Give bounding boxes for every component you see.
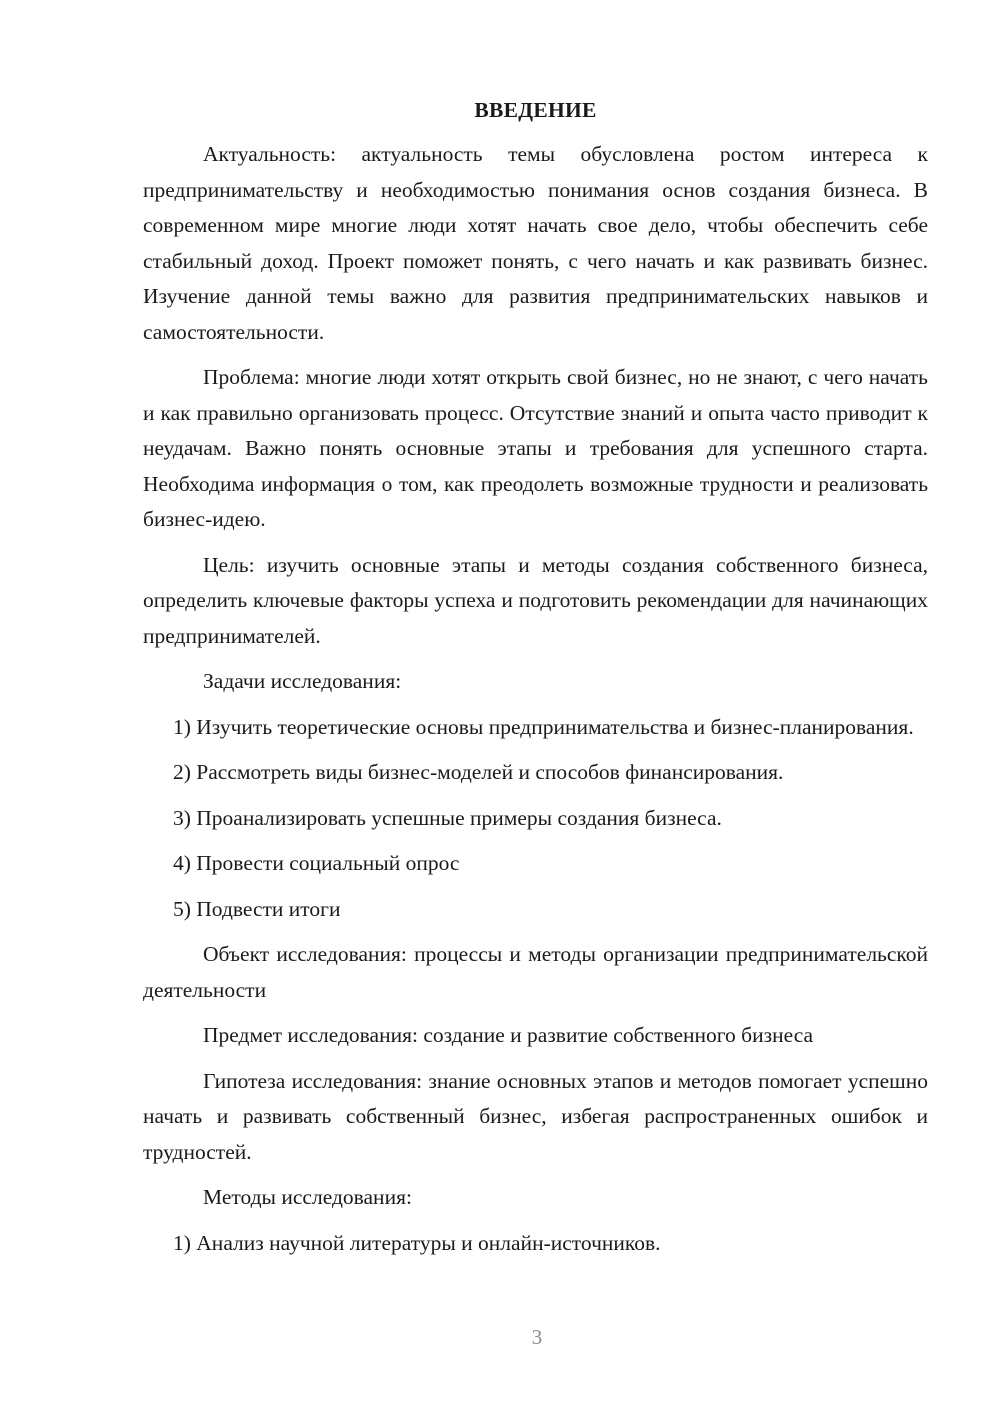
goal-paragraph: Цель: изучить основные этапы и методы создания собственного бизнеса, определить ключевые факторы успеха и подготовить рекомендации для начинающих предпринимателей. <box>143 552 928 648</box>
task-item-3: 3) Проанализировать успешные примеры создания бизнеса. <box>173 805 722 830</box>
object-paragraph: Объект исследования: процессы и методы организации предпринимательской деятельности <box>143 942 928 1002</box>
relevance-paragraph: Актуальность: актуальность темы обусловлена ростом интереса к предпринимательству и необходимостью понимания основ создания бизнеса. В современном мире многие люди хотят начать свое дело, чтобы обеспечить себе стабильный доход. Проект поможет понять, с чего начать и как развивать бизнес. Изучение данной темы важно для развития предпринимательских навыков и самостоятельности. <box>143 142 928 344</box>
method-item-1: 1) Анализ научной литературы и онлайн-источников. <box>173 1230 661 1255</box>
task-item-1: 1) Изучить теоретические основы предпринимательства и бизнес-планирования. <box>173 714 914 739</box>
problem-paragraph: Проблема: многие люди хотят открыть свой бизнес, но не знают, с чего начать и как правильно организовать процесс. Отсутствие знаний и опыта часто приводит к неудачам. Важно понять основные этапы и требования для успешного старта. Необходима информация о том, как преодолеть возможные трудности и реализовать бизнес-идею. <box>143 365 928 531</box>
tasks-heading: Задачи исследования: <box>203 669 402 693</box>
subject-paragraph: Предмет исследования: создание и развитие собственного бизнеса <box>203 1023 814 1047</box>
section-title: ВВЕДЕНИЕ <box>474 98 597 122</box>
task-item-4: 4) Провести социальный опрос <box>173 851 460 875</box>
hypothesis-paragraph: Гипотеза исследования: знание основных этапов и методов помогает успешно начать и развивать собственный бизнес, избегая распространенных ошибок и трудностей. <box>143 1068 928 1164</box>
task-item-5: 5) Подвести итоги <box>173 896 341 921</box>
task-item-2: 2) Рассмотреть виды бизнес-моделей и способов финансирования. <box>173 760 784 784</box>
methods-heading: Методы исследования: <box>203 1185 412 1209</box>
page-number: 3 <box>531 1325 543 1349</box>
document-page <box>143 95 928 1271</box>
